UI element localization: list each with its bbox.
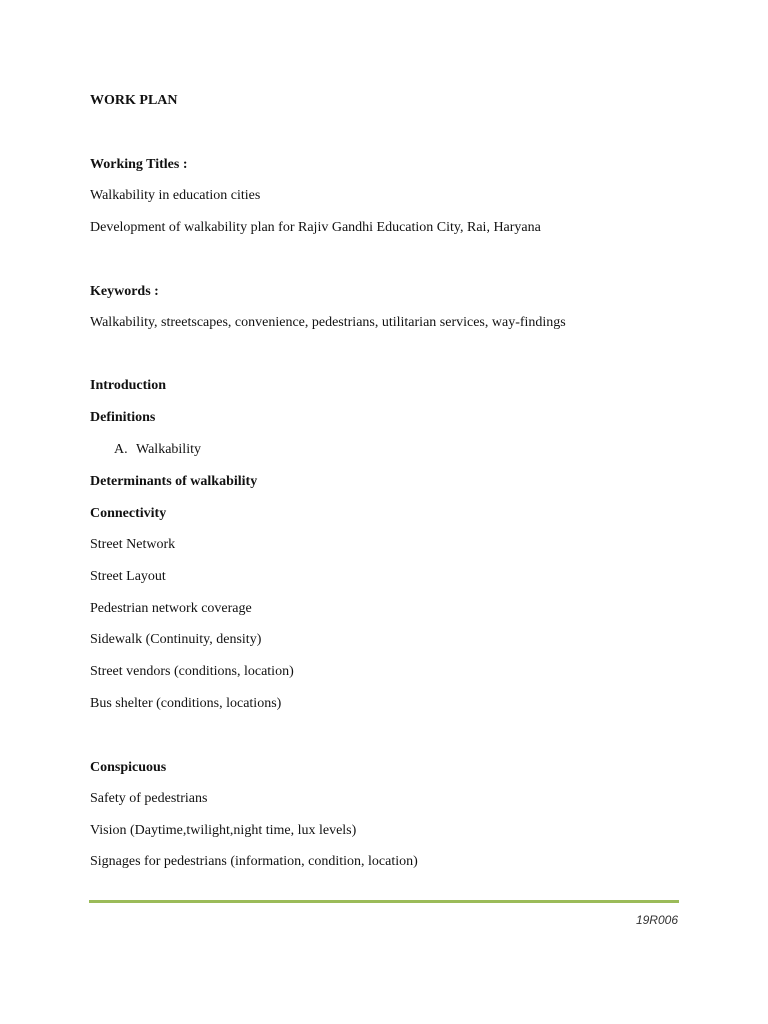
- determinants-heading: Determinants of walkability: [90, 474, 258, 489]
- conspicuous-item: Vision (Daytime,twilight,night time, lux levels): [90, 823, 357, 838]
- connectivity-item: Pedestrian network coverage: [90, 601, 252, 616]
- conspicuous-item: Safety of pedestrians: [90, 791, 208, 806]
- connectivity-item: Street Network: [90, 537, 176, 552]
- working-titles-heading: Working Titles :: [90, 157, 188, 172]
- connectivity-item: Street vendors (conditions, location): [90, 664, 294, 679]
- conspicuous-heading: Conspicuous: [90, 760, 167, 775]
- definition-list-item: [114, 441, 201, 459]
- conspicuous-item: Signages for pedestrians (information, condition, location): [90, 854, 418, 869]
- document-title: WORK PLAN: [90, 93, 178, 108]
- working-title-item: Walkability in education cities: [90, 188, 261, 203]
- introduction-heading: Introduction: [90, 378, 166, 393]
- connectivity-heading: Connectivity: [90, 506, 167, 521]
- keywords-heading: Keywords :: [90, 284, 159, 299]
- working-title-item: Development of walkability plan for Rajiv Gandhi Education City, Rai, Haryana: [90, 220, 541, 235]
- connectivity-item: Sidewalk (Continuity, density): [90, 632, 262, 647]
- list-marker: A.: [114, 442, 128, 457]
- definitions-heading: Definitions: [90, 410, 156, 425]
- connectivity-item: Bus shelter (conditions, locations): [90, 696, 282, 711]
- footer-document-code: 19R006: [635, 913, 678, 927]
- connectivity-item: Street Layout: [90, 569, 166, 584]
- keywords-text: Walkability, streetscapes, convenience, pedestrians, utilitarian services, way-findings: [90, 315, 566, 330]
- definition-text: Walkability: [136, 442, 201, 457]
- footer-divider: [89, 900, 679, 903]
